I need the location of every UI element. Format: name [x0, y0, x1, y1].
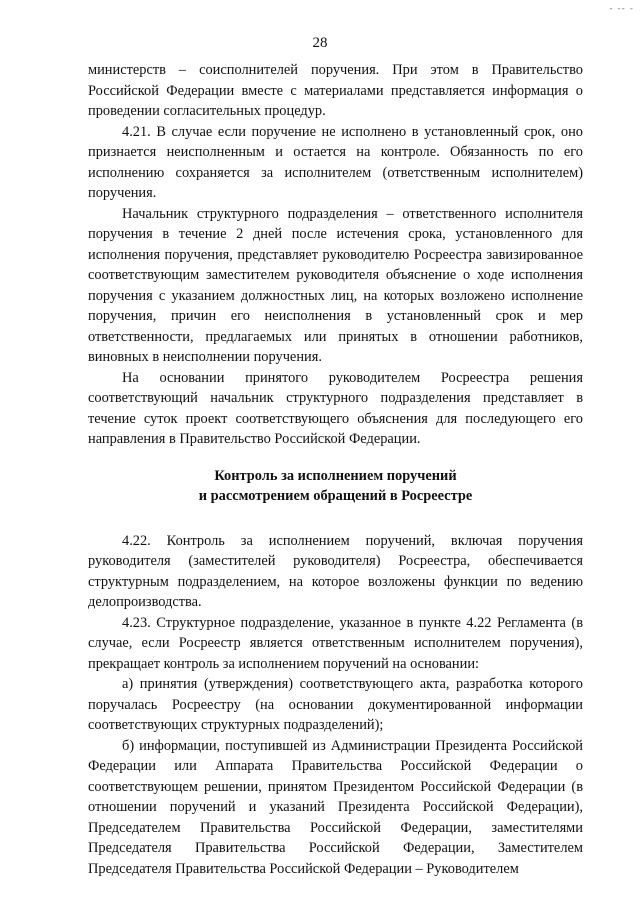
section-heading-line-1: Контроль за исполнением поручений [214, 467, 457, 484]
page-number: 28 [312, 35, 328, 51]
document-body [88, 60, 583, 879]
list-item-b: б) информации, поступившей из Администрации Президента Российской Федерации или Аппарата Правительства Российской Федерации о соответствующем решении, принятом Президентом Российской Федерации (в отношении поручений и указаний Президента Российской Федерации), Председателем Правительства Российской Федерации, заместителями Председателя Правительства Российской Федерации, Заместителем Председателя Правительства Российской Федерации – Руководителем [88, 737, 583, 877]
list-item-a: а) принятия (утверждения) соответствующего акта, разработка которого поручалась Росреестру (на основании документированной информации соответствующих структурных подразделений); [88, 676, 583, 733]
paragraph-decision: На основании принятого руководителем Росреестра решения соответствующий начальник структурного подразделения представляет в течение суток проект соответствующего объяснения для последующего его направления в Правительство Российской Федерации. [88, 369, 583, 447]
paragraph-explanation: Начальник структурного подразделения – ответственного исполнителя поручения в течение 2 дней после истечения срока, установленного для исполнения поручения, представляет руководителю Росреестра завизированное соответствующим заместителем руководителя объяснение о ходе исполнения поручения с указанием должностных лиц, на которых возложено исполнение поручения, причин его неисполнения в установленный срок и мер ответственности, предлагаемых или принятых в отношении работников, виновных в неисполнении поручения. [88, 205, 583, 365]
paragraph-4-21: 4.21. В случае если поручение не исполнено в установленный срок, оно признается неисполненным и остается на контроле. Обязанность по его исполнению сохраняется за исполнителем (ответственным исполнителем) поручения. [88, 123, 583, 201]
corner-scan-mark: - -- - [609, 4, 634, 14]
section-heading-line-2: и рассмотрением обращений в Росреестре [198, 488, 473, 504]
paragraph-4-23: 4.23. Структурное подразделение, указанное в пункте 4.22 Регламента (в случае, если Росреестр является ответственным исполнителем поручения), прекращает контроль за исполнением поручений на основании: [88, 614, 583, 672]
paragraph-4-22: 4.22. Контроль за исполнением поручений, включая поручения руководителя (заместителей руководителя) Росреестра, обеспечивается структурным подразделением, на которое возложены функции по ведению делопроизводства. [88, 532, 583, 610]
section-heading [88, 466, 583, 507]
paragraph-continuation: министерств – соисполнителей поручения. При этом в Правительство Российской Федерации вместе с материалами представляется информация о проведении согласительных процедур. [88, 62, 583, 119]
